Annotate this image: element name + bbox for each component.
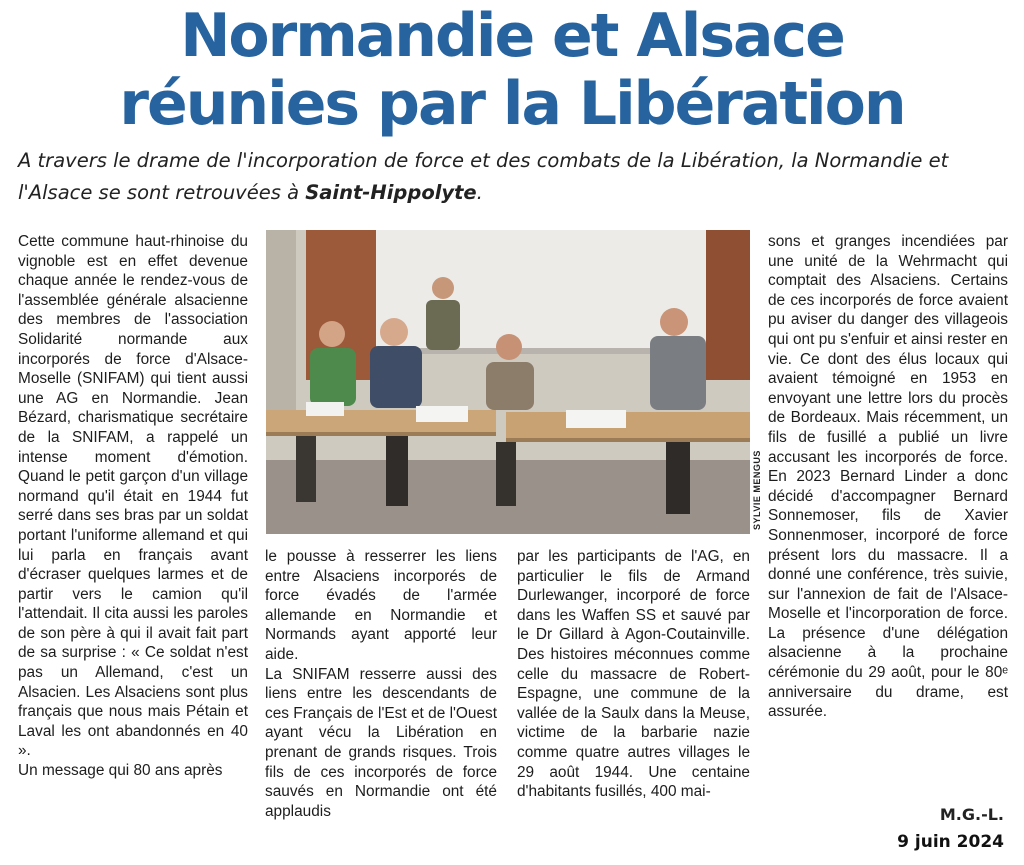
article-column-2 bbox=[265, 547, 497, 821]
headline-line-1: Normandie et Alsace bbox=[180, 1, 844, 71]
headline-line-2: réunies par la Libération bbox=[119, 69, 905, 139]
article-column-1 bbox=[18, 232, 248, 781]
standfirst bbox=[18, 145, 1008, 209]
author-signature: M.G.-L. bbox=[939, 805, 1004, 824]
standfirst-end: . bbox=[476, 181, 483, 204]
publication-date: 9 juin 2024 bbox=[897, 832, 1004, 852]
column-2-paragraph-1: le pousse à resserrer les liens entre Alsaciens incorporés de force évadés de l'armée allemande en Normandie et Normands ayant apporté leur aide. bbox=[265, 548, 497, 663]
article-column-4 bbox=[768, 232, 1008, 722]
standfirst-text: A travers le drame de l'incorporation de force et des combats de la Libération, la Normandie et l'Alsace se sont retrouvées à bbox=[18, 149, 949, 204]
column-4-paragraph: sons et granges incendiées par une unité de la Wehrmacht qui comptait des Alsaciens. Certains de ces incorporés de force avaient pu aviser du danger des villageois qui ont pu s'enfuir et ainsi rester en vie. Ce dont des élus locaux qui avaient témoigné en 1953 en envoyant une lettre lors du procès de Bordeaux. Mais récemment, un fils de fusillé a publié un livre accusant les incorporés de force. En 2023 Bernard Linder a donc décidé d'accompagner Bernard Sonnemoser, fils de Xavier Sonnenmoser, incorporé de force présent lors du massacre. Il a donné une conférence, très suivie, sur l'annexion de fait de l'Alsace-Moselle et l'incorporation de force. La présence d'une délégation alsacienne à la prochaine cérémonie du 29 août, pour le 80ᵉ anniversaire du drame, est assurée. bbox=[768, 233, 1008, 721]
column-2-paragraph-2: La SNIFAM resserre aussi des liens entre les descendants de ces Français de l'Est et de l'Ouest ayant vécu la Libération en prenant de grands risques. Trois fils de ces incorporés de force sauvés en Normandie ont été applaudis bbox=[265, 665, 497, 820]
meeting-photo-illustration bbox=[266, 230, 750, 534]
column-1-paragraph: Cette commune haut-rhinoise du vignoble est en effet devenue chaque année le rendez-vous de l'assemblée générale alsacienne des membres de l'association Solidarité normande aux incorporés de force d'Alsace-Moselle (SNIFAM) qui tient aussi une AG en Normandie. Jean Bézard, charismatique secrétaire de la SNIFAM, a rappelé un intense moment d'émotion. Quand le petit garçon d'un village normand qu'il était en 1944 fut serré dans ses bras par un soldat portant l'uniforme allemand et qui lui parla en français avant d'écraser quelques larmes et de partir vers le camion qu'il l'attendait. Il cita aussi les paroles de son père à qui il avait fait part de sa surprise : « Ce soldat n'est pas un Allemand, c'est un Alsacien. Les Alsaciens sont plus français que nous mais Pétain et Laval les ont abandonnés en 40 ». bbox=[18, 233, 248, 760]
photo-credit: SYLVIE MENGUS bbox=[752, 450, 762, 530]
column-3-paragraph: par les participants de l'AG, en particulier le fils de Armand Durlewanger, incorporé de force dans les Waffen SS et sauvé par le Dr Gillard à Agon-Coutainville. Des histoires méconnues comme celle du massacre de Robert-Espagne, une commune de la vallée de la Saulx dans la Meuse, victime de la barbarie nazie comme quatre autres villages le 29 août 1944. Une centaine d'habitants fusillés, 400 mai- bbox=[517, 548, 750, 801]
article-column-3 bbox=[517, 547, 750, 802]
article-photo bbox=[266, 230, 750, 534]
column-1-continuation: Un message qui 80 ans après bbox=[18, 762, 223, 780]
standfirst-place: Saint-Hippolyte bbox=[305, 181, 477, 204]
